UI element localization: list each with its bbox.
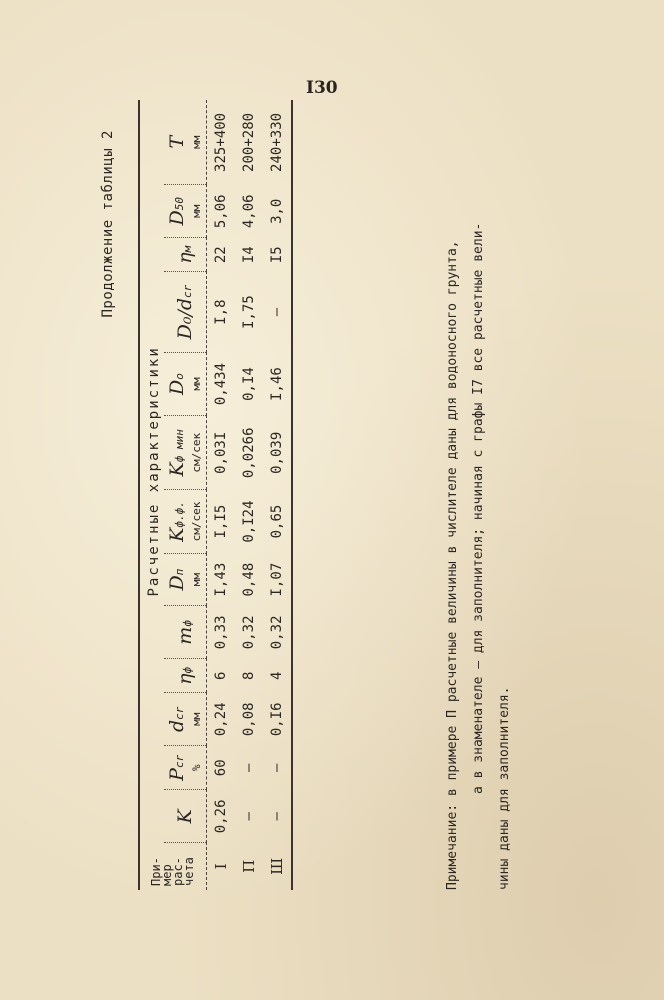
table-cell: 325+400 xyxy=(213,112,229,172)
table-cell: 0,32 xyxy=(241,615,257,650)
table-cell: 5,06 xyxy=(213,194,229,229)
table-cell: 0,65 xyxy=(269,504,285,539)
column-header-text: cr xyxy=(173,706,186,720)
column-header-text: D xyxy=(166,210,188,226)
table-cell: 240+330 xyxy=(269,112,285,172)
column-header-text: η xyxy=(174,252,196,264)
column-header-text: d xyxy=(166,719,188,732)
column-header-text: рас- xyxy=(171,857,185,886)
column-header-text: P xyxy=(166,768,188,781)
table-cell: 0,434 xyxy=(213,362,229,406)
column-header-text: см/сек xyxy=(190,432,203,473)
table-cell: П xyxy=(240,859,258,873)
table-row xyxy=(263,100,292,890)
column-header-text: мм xyxy=(190,712,203,726)
table-cell: 0,08 xyxy=(241,702,257,737)
table-cell: 60 xyxy=(213,759,229,777)
column-header-text: см/сек xyxy=(190,501,203,542)
column-header-text: ф xyxy=(181,620,194,627)
table-cell: I5 xyxy=(269,246,285,264)
page-number: I30 xyxy=(306,78,338,98)
table-cell: I,75 xyxy=(241,295,257,329)
col-header-pcr xyxy=(164,746,207,790)
table-cell: – xyxy=(241,812,257,821)
table-cell: 0,48 xyxy=(241,562,257,597)
column-header-text: мер xyxy=(160,864,174,886)
column-header-text: п xyxy=(173,568,186,576)
column-header-text: K xyxy=(166,527,188,542)
table-cell: 0,33 xyxy=(213,615,229,650)
table-cell: – xyxy=(269,307,285,317)
table-cell: I xyxy=(212,863,230,870)
table-cell: 0,26 xyxy=(213,799,229,834)
table-cell: 4,06 xyxy=(241,194,257,229)
column-header-text: T xyxy=(166,135,188,149)
col-header-kf-min xyxy=(164,416,207,490)
table-cell: I,8 xyxy=(213,299,229,325)
note-line: чины даны для заполнителя. xyxy=(497,686,512,890)
column-header-text: мм xyxy=(190,572,203,587)
column-header-text: 50 xyxy=(173,197,186,211)
column-header-text: cr xyxy=(173,754,186,769)
table-note xyxy=(440,90,518,890)
column-header-text: мм xyxy=(190,377,203,391)
column-header-text: мм xyxy=(190,135,203,149)
table-cell: 200+280 xyxy=(241,112,257,172)
col-header-d0-dcr xyxy=(164,272,207,353)
column-header-text: D xyxy=(166,379,188,395)
column-header-text: ф мин xyxy=(173,429,186,463)
table-cell: Ш xyxy=(268,857,286,875)
column-header-text: K xyxy=(166,462,188,477)
table-cell: I4 xyxy=(241,246,257,264)
col-header-dp xyxy=(164,553,207,606)
table-cell: I,I5 xyxy=(213,504,229,539)
column-header-text: cr xyxy=(181,284,194,298)
col-header-eta-m xyxy=(164,238,207,272)
table-cell: 0,03I xyxy=(213,431,229,474)
table-row xyxy=(235,100,263,890)
table-cell: 0,32 xyxy=(269,615,285,650)
column-header-text: K xyxy=(174,809,196,824)
column-header-text: о xyxy=(173,373,186,380)
table-cell: 0,0266 xyxy=(241,427,257,479)
table-cell: 8 xyxy=(241,671,257,681)
column-header-text: ф xyxy=(181,666,194,674)
col-header-d0 xyxy=(164,352,207,415)
col-header-dcr xyxy=(164,693,207,746)
example-header xyxy=(139,843,207,890)
col-header-kff xyxy=(164,490,207,553)
column-header-text: ф.ф. xyxy=(173,501,186,528)
group-header: Расчетные характеристики xyxy=(146,346,162,597)
rotated-content xyxy=(100,90,540,930)
table-cell: 3,0 xyxy=(269,198,285,224)
table-cell: 6 xyxy=(213,671,229,681)
table-row xyxy=(207,100,236,890)
column-header-text: чета xyxy=(182,857,196,886)
table-cell: – xyxy=(269,812,285,821)
table-caption: Продолжение таблицы 2 xyxy=(100,130,116,318)
col-header-t xyxy=(164,100,207,185)
column-header-text: η xyxy=(174,673,196,685)
table-cell: – xyxy=(269,763,285,773)
table-cell: 0,039 xyxy=(269,431,285,474)
table-cell: I,43 xyxy=(213,562,229,597)
table-cell: 0,I24 xyxy=(241,500,257,543)
column-header-text: При- xyxy=(149,857,163,886)
column-header-text: m xyxy=(174,626,196,645)
table-cell: 4 xyxy=(269,671,285,681)
note-line: а в знаменателе – для заполнителя; начиная с графы I7 все расчетные вели- xyxy=(471,222,486,794)
table-cell: – xyxy=(241,763,257,773)
column-header-text: мм xyxy=(190,204,203,218)
table-cell: 0,I6 xyxy=(269,702,285,737)
table-cell: I,07 xyxy=(269,562,285,597)
characteristics-table xyxy=(138,100,293,890)
col-header-k xyxy=(164,790,207,843)
table-cell: I,46 xyxy=(269,367,285,401)
table-cell: 0,24 xyxy=(213,702,229,737)
column-header-text: D xyxy=(166,575,188,591)
column-header-row xyxy=(164,100,207,890)
table-cell: 0,I4 xyxy=(241,367,257,401)
column-header-text: % xyxy=(190,764,203,772)
column-header-text: м xyxy=(181,245,194,253)
note-line: Примечание: в примере П расчетные величины в числителе даны для водоносного грунта, xyxy=(445,240,460,890)
column-header-text: D₀/d xyxy=(174,297,196,340)
col-header-eta-f xyxy=(164,659,207,693)
col-header-m-f xyxy=(164,606,207,659)
col-header-d50 xyxy=(164,185,207,238)
table-cell: 22 xyxy=(213,246,229,264)
